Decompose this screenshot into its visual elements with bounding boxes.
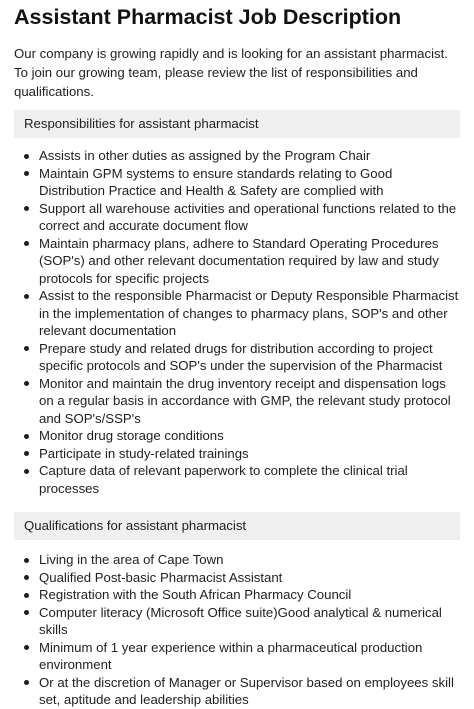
- list-item: Or at the discretion of Manager or Supervisor based on employees skill set, aptitude and leadership abilities: [39, 674, 460, 709]
- list-item: Support all warehouse activities and operational functions related to the correct and accurate document flow: [39, 200, 460, 235]
- responsibilities-list: [14, 147, 460, 497]
- responsibilities-heading: Responsibilities for assistant pharmacist: [14, 110, 460, 138]
- list-item: Maintain GPM systems to ensure standards relating to Good Distribution Practice and Health & Safety are complied with: [39, 165, 460, 200]
- list-item: Maintain pharmacy plans, adhere to Standard Operating Procedures (SOP's) and other relevant documentation required by law and study protocols for specific projects: [39, 235, 460, 288]
- list-item: Living in the area of Cape Town: [39, 551, 460, 569]
- list-item: Qualified Post-basic Pharmacist Assistant: [39, 569, 460, 587]
- list-item: Monitor drug storage conditions: [39, 427, 460, 445]
- list-item: Minimum of 1 year experience within a pharmaceutical production environment: [39, 639, 460, 674]
- list-item: Capture data of relevant paperwork to complete the clinical trial processes: [39, 462, 460, 497]
- qualifications-list: [14, 551, 460, 709]
- intro-paragraph: Our company is growing rapidly and is looking for an assistant pharmacist. To join our growing team, please review the list of responsibilities and qualifications.: [14, 46, 448, 99]
- page-title: Assistant Pharmacist Job Description: [14, 5, 402, 29]
- list-item: Computer literacy (Microsoft Office suite)Good analytical & numerical skills: [39, 604, 460, 639]
- list-item: Assist to the responsible Pharmacist or Deputy Responsible Pharmacist in the implementation of changes to pharmacy plans, SOP's and other relevant documentation: [39, 288, 459, 338]
- list-item: Participate in study-related trainings: [39, 445, 460, 463]
- list-item: Assists in other duties as assigned by the Program Chair: [39, 147, 460, 165]
- list-item: Monitor and maintain the drug inventory receipt and dispensation logs on a regular basis in accordance with GMP, the relevant study protocol and SOP's/SSP's: [39, 375, 460, 428]
- job-description-page: [14, 0, 460, 709]
- list-item: Registration with the South African Pharmacy Council: [39, 586, 460, 604]
- list-item: Prepare study and related drugs for distribution according to project specific protocols and SOP's under the supervision of the Pharmacist: [39, 340, 460, 375]
- qualifications-heading: Qualifications for assistant pharmacist: [14, 512, 460, 540]
